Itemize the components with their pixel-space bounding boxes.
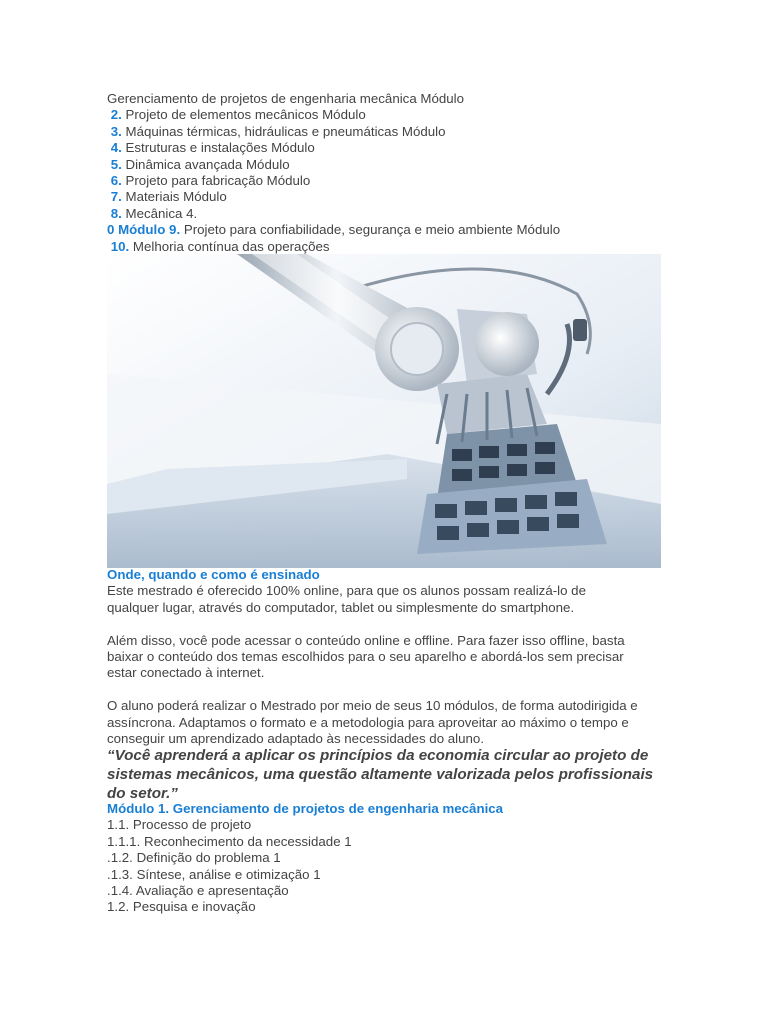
intro-line: Gerenciamento de projetos de engenharia mecânica Módulo — [107, 91, 465, 106]
paragraph-line: Além disso, você pode acessar o conteúdo online e offline. Para fazer isso offline, basta — [107, 632, 625, 648]
module-number: 7. — [110, 189, 122, 205]
paragraph-line: baixar o conteúdo dos temas escolhidos para o seu aparelho e abordá-los sem precisar — [107, 649, 624, 665]
module-item — [107, 157, 667, 173]
paragraph-line: assíncrona. Adaptamos o formato e a metodologia para aproveitar ao máximo o tempo e — [107, 714, 629, 730]
module-number: 5. — [110, 156, 122, 172]
list-item: .1.4. Avaliação e apresentação — [107, 883, 289, 899]
list-item: 1.1.1. Reconhecimento da necessidade 1 — [107, 833, 352, 849]
section-heading: Onde, quando e como é ensinado — [107, 567, 320, 582]
quote-line: do setor.” — [107, 785, 178, 802]
module-item — [107, 107, 667, 123]
module-item — [107, 140, 667, 156]
quote-line: sistemas mecânicos, uma questão altamente valorizada pelos profissionais — [107, 766, 654, 783]
module-item — [107, 124, 667, 140]
module-text: Mecânica 4. — [125, 205, 198, 221]
paragraph-line: estar conectado à internet. — [107, 665, 265, 681]
list-item: 1.1. Processo de projeto — [107, 817, 252, 833]
paragraph-line: Este mestrado é oferecido 100% online, para que os alunos possam realizá-lo de — [107, 583, 586, 599]
teaching-section — [107, 567, 667, 747]
module-list — [107, 91, 667, 255]
paragraph-line: qualquer lugar, através do computador, tablet ou simplesmente do smartphone. — [107, 599, 575, 615]
module-number: 8. — [110, 205, 122, 221]
module-text: Dinâmica avançada Módulo — [125, 156, 290, 172]
module-text: Projeto para fabricação Módulo — [125, 173, 311, 189]
module-item — [107, 206, 667, 222]
quote-block — [107, 746, 667, 803]
module-text: Materiais Módulo — [125, 189, 227, 205]
list-item: .1.2. Definição do problema 1 — [107, 850, 281, 866]
quote-line: “Você aprenderá a aplicar os princípios da economia circular ao projeto de — [107, 747, 649, 764]
list-item: 1.2. Pesquisa e inovação — [107, 899, 256, 915]
module-item — [107, 189, 667, 205]
module-number: 6. — [110, 173, 122, 189]
module1-section — [107, 801, 667, 916]
paragraph-line: conseguir um aprendizado adaptado às necessidades do aluno. — [107, 731, 485, 747]
module-number: 10. — [110, 238, 130, 254]
list-item: .1.3. Síntese, análise e otimização 1 — [107, 866, 321, 882]
robot-arm-photo — [107, 254, 661, 568]
module-text: Melhoria contínua das operações — [132, 238, 330, 254]
module-item — [107, 222, 667, 238]
module-number: 2. — [110, 107, 122, 123]
module-text: Projeto para confiabilidade, segurança e meio ambiente Módulo — [183, 222, 561, 238]
module-text: Máquinas térmicas, hidráulicas e pneumáticas Módulo — [125, 123, 446, 139]
module1-heading: Módulo 1. Gerenciamento de projetos de engenharia mecânica — [107, 801, 504, 816]
paragraph-line: O aluno poderá realizar o Mestrado por meio de seus 10 módulos, de forma autodirigida e — [107, 698, 638, 714]
module-number: 0 Módulo 9. — [107, 222, 181, 238]
module-item — [107, 173, 667, 189]
module-number: 4. — [110, 140, 122, 156]
module-text: Estruturas e instalações Módulo — [125, 140, 315, 156]
module-text: Projeto de elementos mecânicos Módulo — [125, 107, 366, 123]
module-item — [107, 239, 667, 255]
module-number: 3. — [110, 123, 122, 139]
